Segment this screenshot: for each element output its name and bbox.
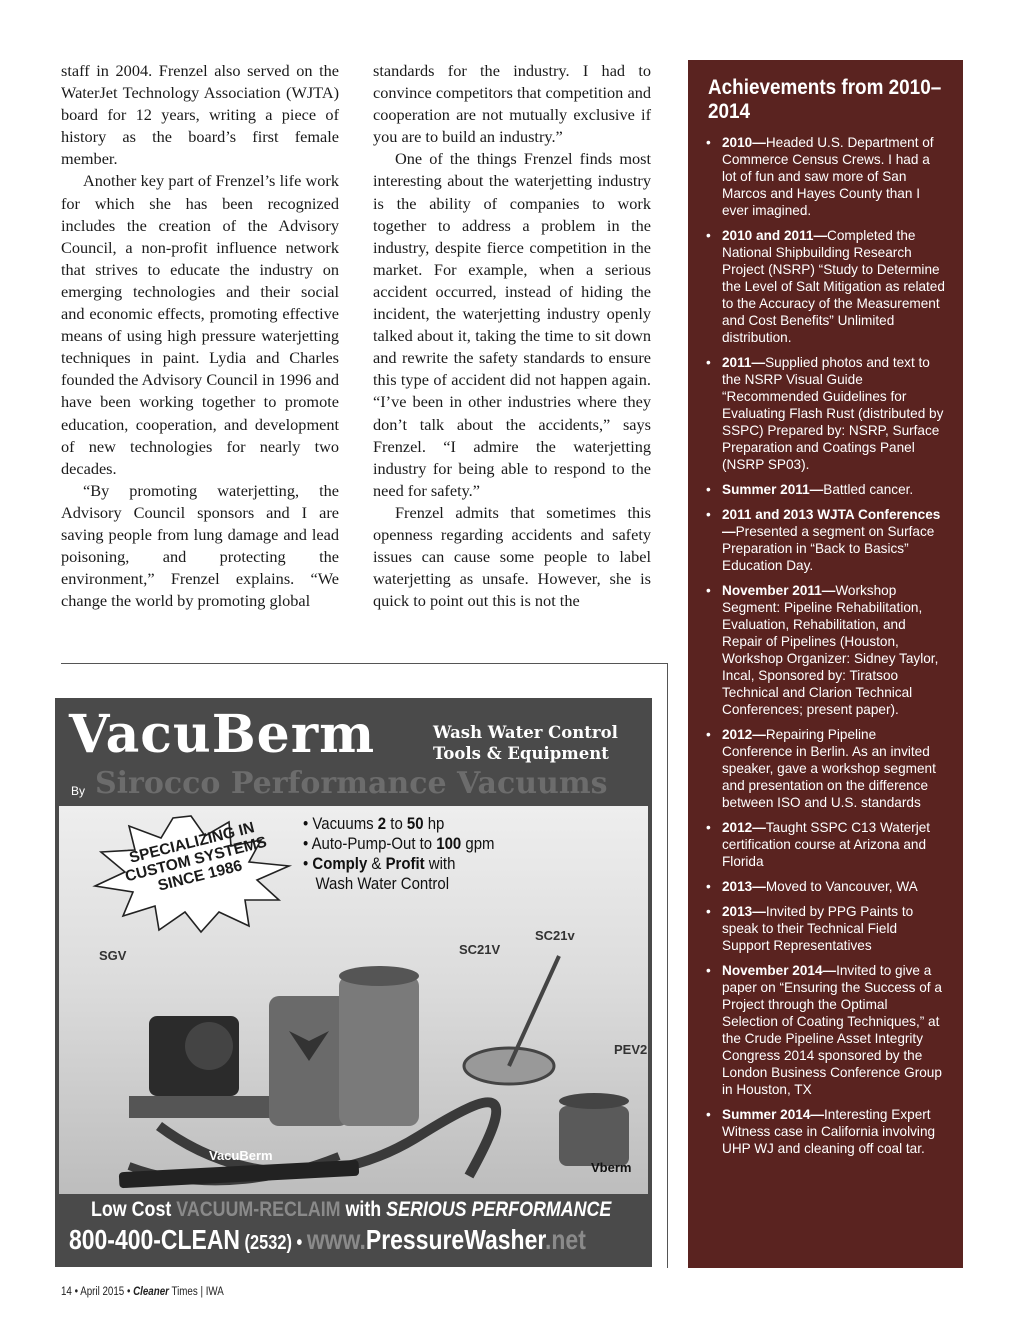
achievements-list bbox=[706, 134, 947, 1157]
list-item bbox=[706, 582, 947, 718]
list-item bbox=[706, 903, 947, 954]
article-paragraph: “By promoting waterjetting, the Advisory Council sponsors and I are saving people from lung damage and lead poisoning, and protecting the environment,” Frenzel explains. “We change the world by promoting global bbox=[61, 480, 339, 611]
item-text: Moved to Vancouver, WA bbox=[765, 879, 918, 894]
achievements-sidebar bbox=[688, 60, 963, 1268]
item-text: Workshop Segment: Pipeline Rehabilitation, Evaluation, Rehabilitation, and Repair of Pipelines (Houston, Workshop Organizer: Sidney Taylor, Incal, Sponsored by: Tiratsoo Technical and Clarion Technical Conferences; present paper). bbox=[722, 583, 939, 717]
list-item bbox=[706, 962, 947, 1098]
item-text: Presented a segment on Surface Preparation in “Back to Basics” Education Day. bbox=[722, 524, 935, 573]
ad-tagline-line: Tools & Equipment bbox=[433, 744, 609, 763]
list-item bbox=[706, 1106, 947, 1157]
list-item bbox=[706, 726, 947, 811]
vberm-label: Vberm bbox=[591, 1160, 632, 1175]
sidebar-title: Achievements from 2010–2014 bbox=[708, 76, 942, 123]
item-lead: 2011 and 2013 WJTA Conferences— bbox=[722, 507, 941, 539]
horizontal-divider bbox=[61, 663, 668, 664]
article-paragraph: Frenzel admits that sometimes this openness regarding accidents and safety issues can cause some people to label waterjetting as unsafe. However, she is quick to point out this is not the bbox=[373, 502, 651, 611]
sc21v-center-label: SC21V bbox=[459, 942, 501, 957]
item-lead: Summer 2014— bbox=[722, 1107, 825, 1122]
list-item bbox=[706, 134, 947, 219]
ad-bullet: • Auto-Pump-Out to 100 gpm bbox=[303, 834, 495, 853]
vertical-divider bbox=[667, 663, 668, 1268]
issue-date: April 2015 bbox=[80, 1286, 125, 1298]
ad-by-label: By bbox=[71, 784, 86, 798]
list-item bbox=[706, 878, 947, 895]
item-text: Headed U.S. Department of Commerce Census Crews. I had a lot of fun and saw more of San Marcos and Hayes County than I ever imagined. bbox=[722, 135, 934, 218]
list-item bbox=[706, 506, 947, 574]
ad-tagline bbox=[433, 722, 618, 764]
starburst-text: SPECIALIZING IN CUSTOM SYSTEMS SINCE 1986 bbox=[123, 819, 269, 895]
item-text: Supplied photos and text to the NSRP Visual Guide “Recommended Guidelines for Evaluating Flash Rust (distributed by SSPC) Prepared by: NSRP, Surface Preparation and Coatings Panel (NSRP SP03). bbox=[722, 355, 944, 472]
item-text: Invited to give a paper on “Ensuring the Success of a Project through the Optimal Selection of Coating Techniques,” at the Crude Pipeline Asset Integrity Congress 2014 sponsored by the London Business Conference Group in Houston, TX bbox=[722, 963, 942, 1097]
article-paragraph: standards for the industry. I had to convince competitors that competition and cooperation are not mutually exclusive if you are to build an industry.” bbox=[373, 61, 651, 147]
article-paragraph: Another key part of Frenzel’s life work for which she has been recognized includes the creation of the Advisory Council, a non-profit influence network that strives to educate the industry on emerging technologies and their social and economic effects, promoting effective means of using high pressure waterjetting techniques in paint. Lydia and Charles founded the Advisory Council in 1996 and have been working together to promote education, cooperation, and development of new technologies for nearly two decades. bbox=[61, 171, 339, 478]
item-lead: 2013— bbox=[722, 904, 766, 919]
ad-bullet: • Vacuums 2 to 50 hp bbox=[303, 814, 445, 833]
item-lead: November 2011— bbox=[722, 583, 836, 598]
ad-company-name: Sirocco Performance Vacuums bbox=[95, 766, 608, 801]
item-text: Invited by PPG Paints to speak to their Technical Field Support Representatives bbox=[722, 904, 914, 953]
item-lead: 2010 and 2011— bbox=[722, 228, 828, 243]
pev2-label: PEV2 bbox=[614, 1042, 648, 1057]
item-lead: Summer 2011— bbox=[722, 482, 824, 497]
item-lead: 2012— bbox=[722, 727, 766, 742]
ad-slogan: Low Cost VACUUM-RECLAIM with SERIOUS PERFORMANCE bbox=[91, 1198, 612, 1221]
ad-bullet-list bbox=[303, 814, 495, 894]
ad-bullet: Wash Water Control bbox=[315, 874, 450, 893]
item-lead: November 2014— bbox=[722, 963, 837, 978]
item-lead: 2013— bbox=[722, 879, 766, 894]
page-number: 14 bbox=[61, 1286, 72, 1298]
vacuum-equipment-icon bbox=[89, 936, 649, 1196]
ad-tagline-line: Wash Water Control bbox=[433, 723, 618, 742]
item-text: Completed the National Shipbuilding Research Project (NSRP) “Study to Determine the Level of Salt Mitigation as related to the Accuracy of the Measurement and Cost Benefits” Unlimited distribution. bbox=[722, 228, 945, 345]
sc21v-right-label: SC21v bbox=[535, 928, 575, 943]
list-item bbox=[706, 481, 947, 498]
ad-website[interactable]: PressureWasher bbox=[365, 1224, 546, 1255]
article-paragraph: One of the things Frenzel finds most interesting about the waterjetting industry is the ability of companies to work together to address a problem in the industry, despite fierce competition in the market. For example, when a serious accident occurred, instead of hiding the incident, the waterjetting industry openly talked about it, taking the time to sit down and rewrite the safety standards to ensure this type of accident did not happen again. “I’ve been in other industries where they don’t talk about the accidents,” says Frenzel. “I admire the waterjetting industry for being able to respond to the need for safety.” bbox=[373, 149, 651, 500]
item-text: Taught SSPC C13 Waterjet certification course at Arizona and Florida bbox=[722, 820, 931, 869]
article-column-1 bbox=[61, 60, 339, 612]
ad-contact-line[interactable]: 800-400-CLEAN (2532) • www.PressureWasher.net bbox=[69, 1224, 586, 1255]
ad-brand-name: VacuBerm bbox=[69, 704, 376, 765]
item-lead: 2010— bbox=[722, 135, 766, 150]
sgv-label: SGV bbox=[99, 948, 127, 963]
item-text: Interesting Expert Witness case in California involving UHP WJ and cleaning off coal tar. bbox=[722, 1107, 936, 1156]
item-text: Battled cancer. bbox=[823, 482, 914, 497]
vacuberm-advertisement[interactable] bbox=[55, 698, 652, 1267]
item-lead: 2011— bbox=[722, 355, 766, 370]
list-item bbox=[706, 819, 947, 870]
article-column-2 bbox=[373, 60, 651, 612]
article-paragraph: staff in 2004. Frenzel also served on the WaterJet Technology Association (WJTA) board for 12 years, writing a piece of history as the board’s first female member. bbox=[61, 61, 339, 169]
item-lead: 2012— bbox=[722, 820, 766, 835]
publication-name: Cleaner bbox=[133, 1286, 169, 1298]
ad-bullet: • Comply & Profit with bbox=[303, 854, 456, 873]
vacuberm-label: VacuBerm bbox=[209, 1148, 273, 1163]
ad-phone-number[interactable]: 800-400-CLEAN bbox=[69, 1224, 240, 1255]
item-text: Repairing Pipeline Conference in Berlin. As an invited speaker, gave a workshop segment and presentation on the difference between ISO and U.S. standards bbox=[722, 727, 936, 810]
page-footer: 14 • April 2015 • Cleaner Times | IWA bbox=[61, 1286, 224, 1298]
ad-product-photo bbox=[59, 806, 648, 1194]
list-item bbox=[706, 354, 947, 473]
list-item bbox=[706, 227, 947, 346]
